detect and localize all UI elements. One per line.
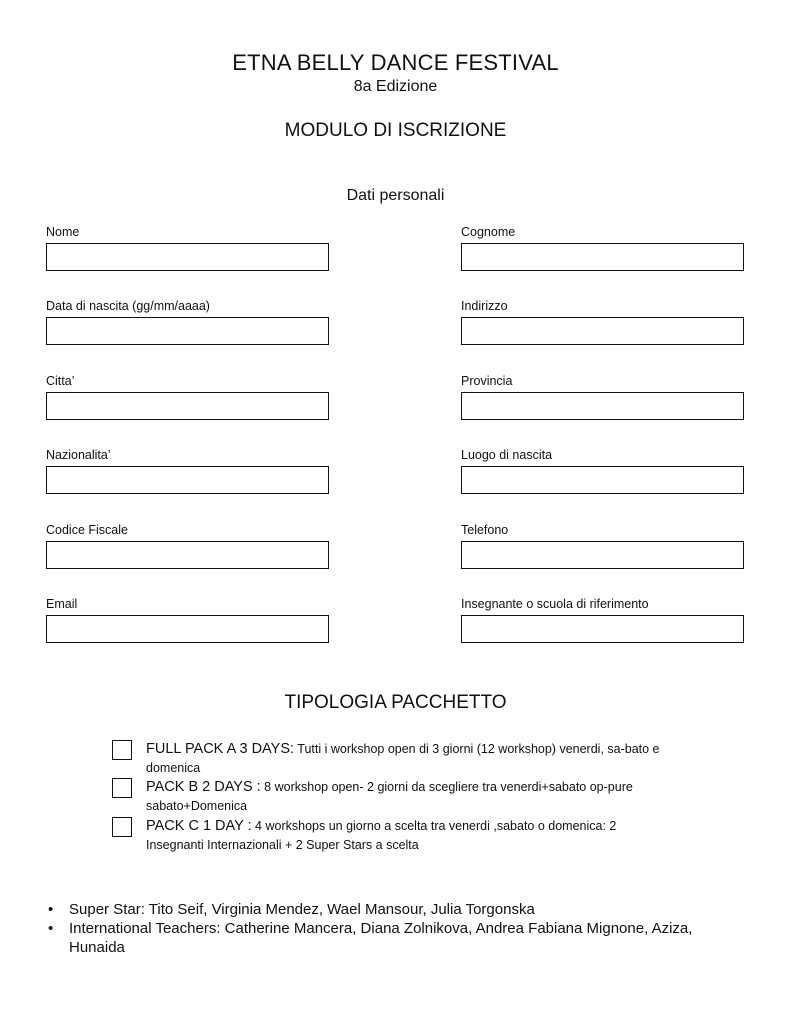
data-nascita-label: Data di nascita (gg/mm/aaaa) [46, 299, 210, 313]
provincia-field[interactable] [461, 392, 744, 420]
insegnante-field[interactable] [461, 615, 744, 643]
luogo-nascita-label: Luogo di nascita [461, 448, 553, 462]
citta-label: Citta’ [46, 374, 75, 388]
package-a-checkbox[interactable] [112, 740, 132, 760]
package-c-name: PACK C 1 DAY : [146, 818, 252, 834]
package-c-text [146, 817, 674, 855]
package-b-name: PACK B 2 DAYS : [146, 779, 261, 795]
package-a-text [146, 740, 674, 778]
cognome-field[interactable] [461, 243, 744, 271]
international-teachers-note: International Teachers: Catherine Mancera, Diana Zolnikova, Andrea Fabiana Mignone, Aziza, Hunaida [69, 920, 693, 956]
nome-field[interactable] [46, 243, 329, 271]
luogo-nascita-field[interactable] [461, 466, 744, 494]
list-item [48, 919, 748, 957]
list-item [48, 900, 748, 919]
telefono-field[interactable] [461, 541, 744, 569]
indirizzo-label: Indirizzo [461, 299, 508, 313]
festival-title: ETNA BELLY DANCE FESTIVAL [232, 50, 559, 75]
codice-fiscale-label: Codice Fiscale [46, 523, 128, 537]
email-label: Email [46, 597, 78, 611]
citta-field[interactable] [46, 392, 329, 420]
package-a-name: FULL PACK A 3 DAYS: [146, 741, 295, 757]
provincia-label: Provincia [461, 374, 513, 388]
personal-data-heading: Dati personali [346, 187, 445, 204]
form-title: MODULO DI ISCRIZIONE [284, 120, 507, 141]
bullet-icon: • [48, 920, 54, 937]
super-star-note: Super Star: Tito Seif, Virginia Mendez, Wael Mansour, Julia Torgonska [69, 901, 535, 918]
package-c-description: 4 workshops un giorno a scelta tra venerdi ,sabato o domenica: 2 Insegnanti Internazionali + 2 Super Stars a scelta [146, 819, 617, 852]
data-nascita-field[interactable] [46, 317, 329, 345]
nome-label: Nome [46, 225, 80, 239]
telefono-label: Telefono [461, 523, 509, 537]
email-field[interactable] [46, 615, 329, 643]
package-b-text [146, 778, 674, 816]
nazionalita-label: Nazionalita’ [46, 448, 111, 462]
teachers-list [48, 900, 748, 957]
package-type-heading: TIPOLOGIA PACCHETTO [284, 692, 507, 713]
nazionalita-field[interactable] [46, 466, 329, 494]
bullet-icon: • [48, 901, 54, 918]
insegnante-label: Insegnante o scuola di riferimento [461, 597, 649, 611]
indirizzo-field[interactable] [461, 317, 744, 345]
package-b-checkbox[interactable] [112, 778, 132, 798]
cognome-label: Cognome [461, 225, 516, 239]
codice-fiscale-field[interactable] [46, 541, 329, 569]
edition-label: 8a Edizione [353, 78, 438, 95]
package-b-description: 8 workshop open- 2 giorni da scegliere tra venerdi+sabato op-pure sabato+Domenica [146, 780, 633, 813]
package-a-description: Tutti i workshop open di 3 giorni (12 workshop) venerdi, sa-bato e domenica [146, 742, 660, 775]
package-c-checkbox[interactable] [112, 817, 132, 837]
